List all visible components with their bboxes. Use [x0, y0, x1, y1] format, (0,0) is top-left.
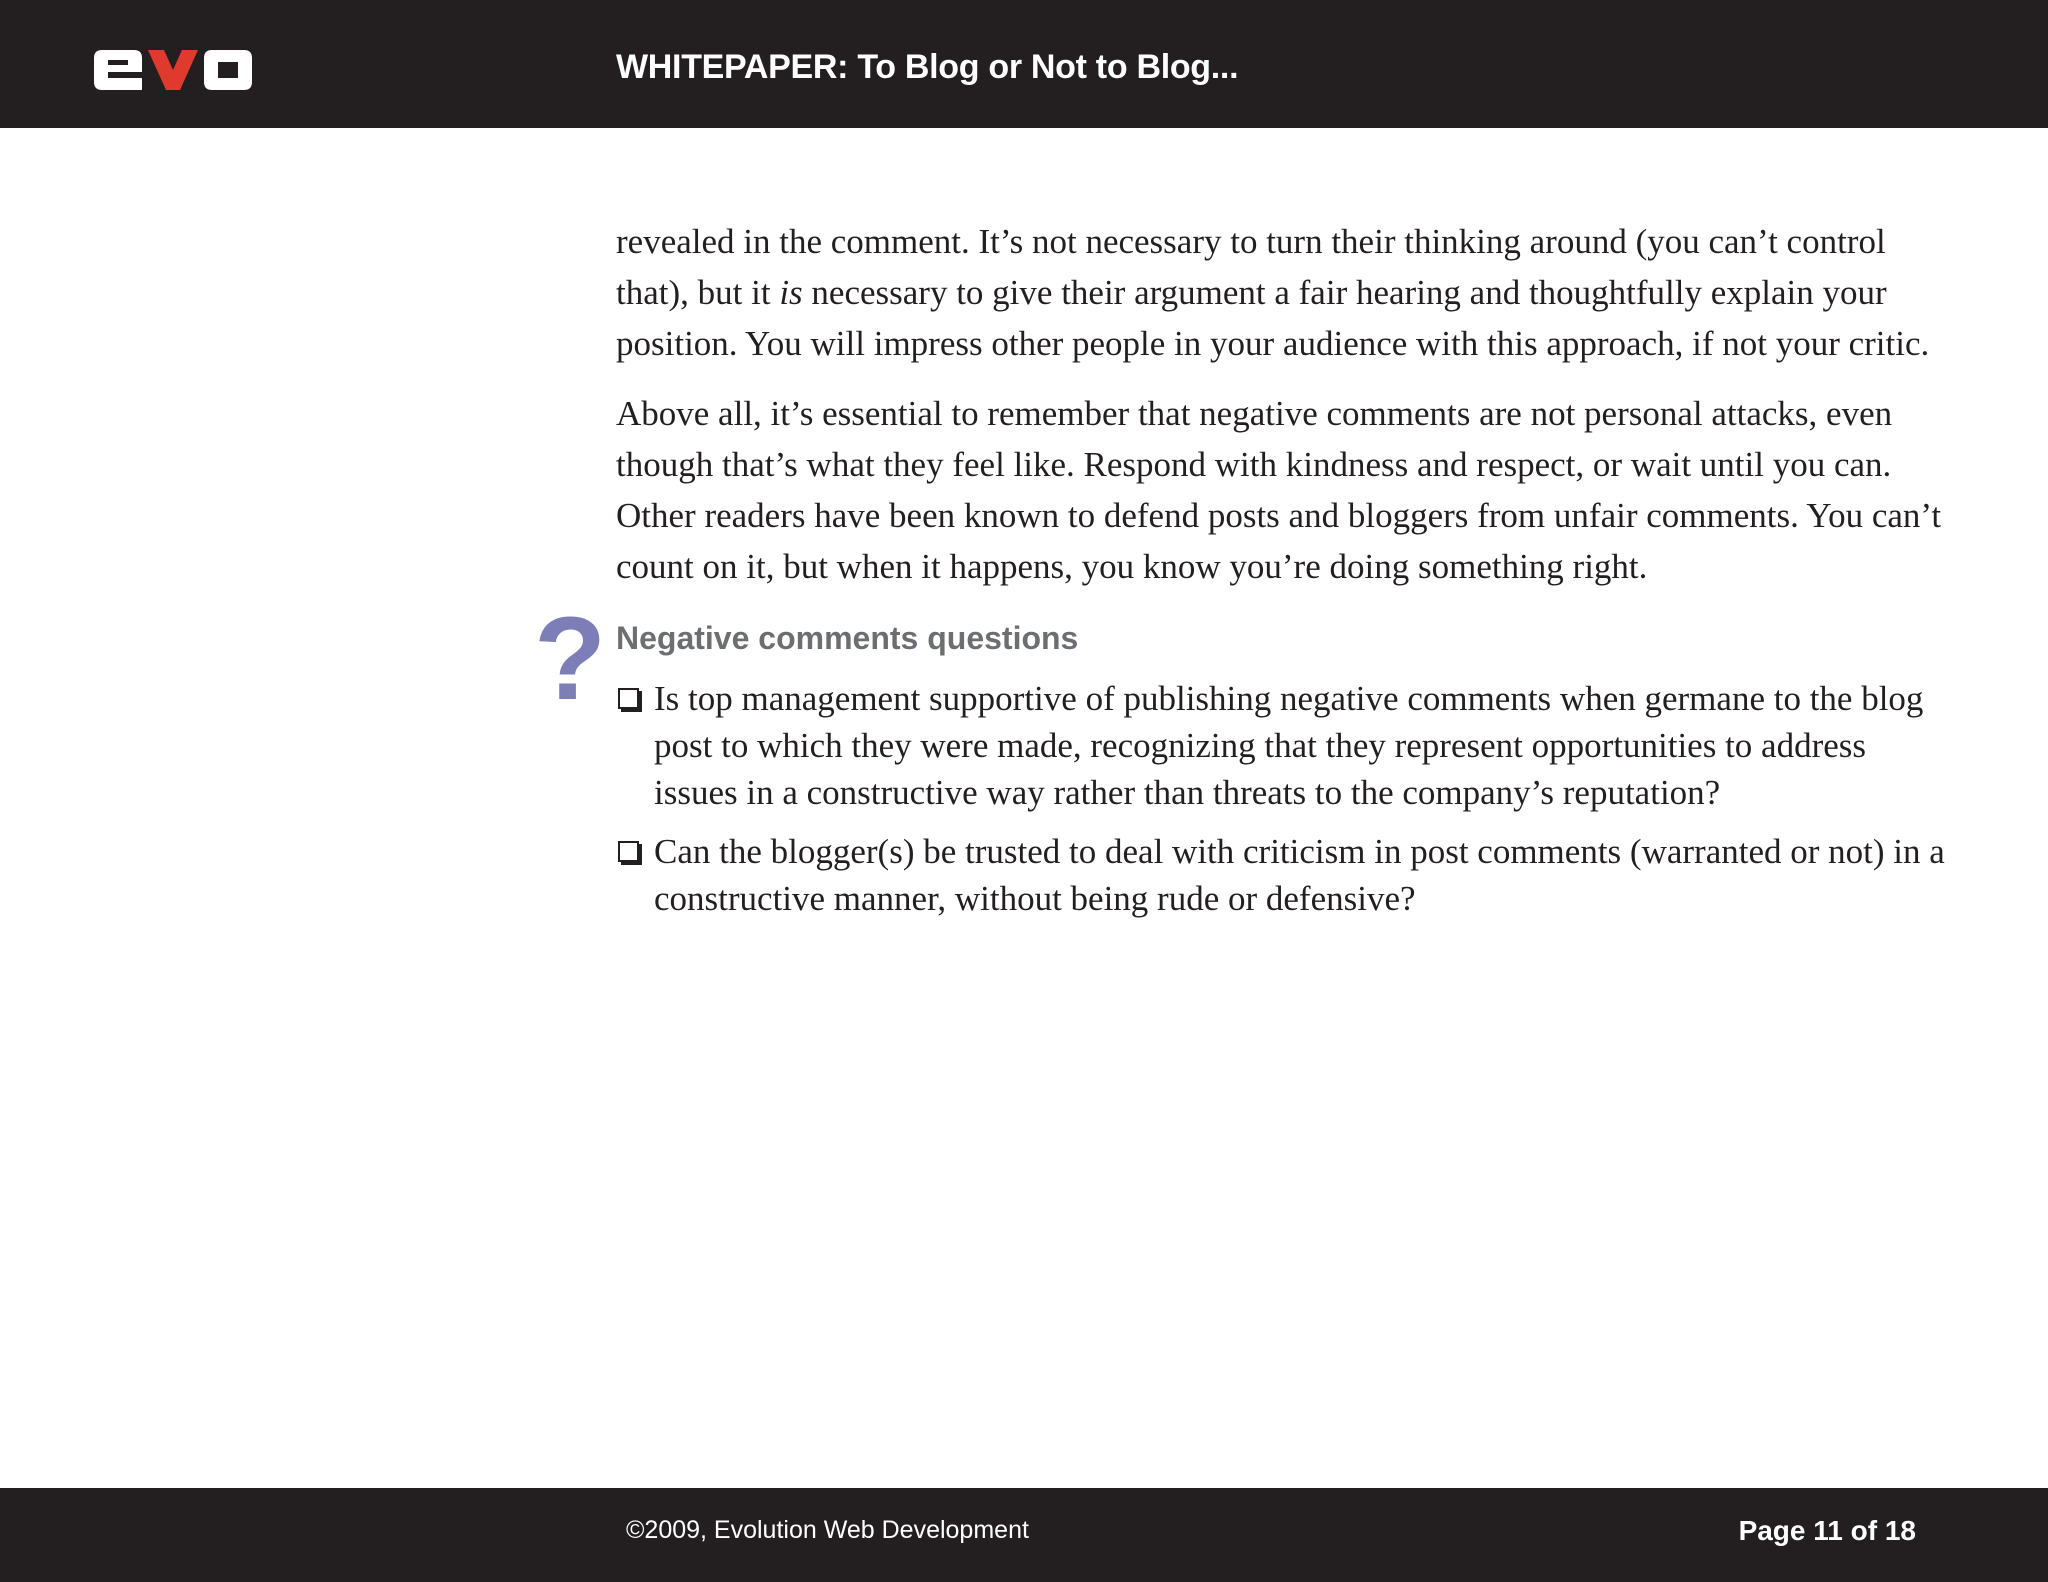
checkbox-icon — [618, 688, 639, 709]
page-footer — [0, 1488, 2048, 1582]
paragraph: Above all, it’s essential to remember that negative comments are not personal attacks, even though that’s what they feel like. Respond with kindness and respect, or wait until you can. Other readers have been known to defend posts and bloggers from unfair comments. You can’t count on it, but when it happens, you know you’re doing something right. — [616, 394, 1942, 586]
paragraph: revealed in the comment. It’s not necessary to turn their thinking around (you can’t control that), but it is necessary to give their argument a fair hearing and thoughtfully explain your position. You will impress other people in your audience with this approach, if not your critic. — [616, 222, 1930, 363]
emphasis: is — [779, 273, 803, 312]
copyright-notice: ©2009, Evolution Web Development — [626, 1516, 1029, 1544]
question-mark-icon: ? — [534, 593, 607, 725]
document-title: WHITEPAPER: To Blog or Not to Blog... — [616, 48, 1239, 86]
page-number: Page 11 of 18 — [1738, 1515, 1916, 1546]
evo-logo — [90, 50, 254, 90]
checkbox-icon — [618, 841, 639, 862]
body-text — [616, 216, 1946, 611]
checklist-item: Is top management supportive of publishing negative comments when germane to the blog post to which they were made, recognizing that they represent opportunities to address issues in a constructive way rather than threats to the company’s reputation? — [616, 675, 1956, 816]
questions-heading: Negative comments questions — [616, 620, 1079, 656]
checklist-item: Can the blogger(s) be trusted to deal with criticism in post comments (warranted or not) in a constructive manner, without being rude or defensive? — [616, 828, 1956, 922]
page-header — [0, 0, 2048, 128]
questions-checklist — [616, 675, 1956, 934]
